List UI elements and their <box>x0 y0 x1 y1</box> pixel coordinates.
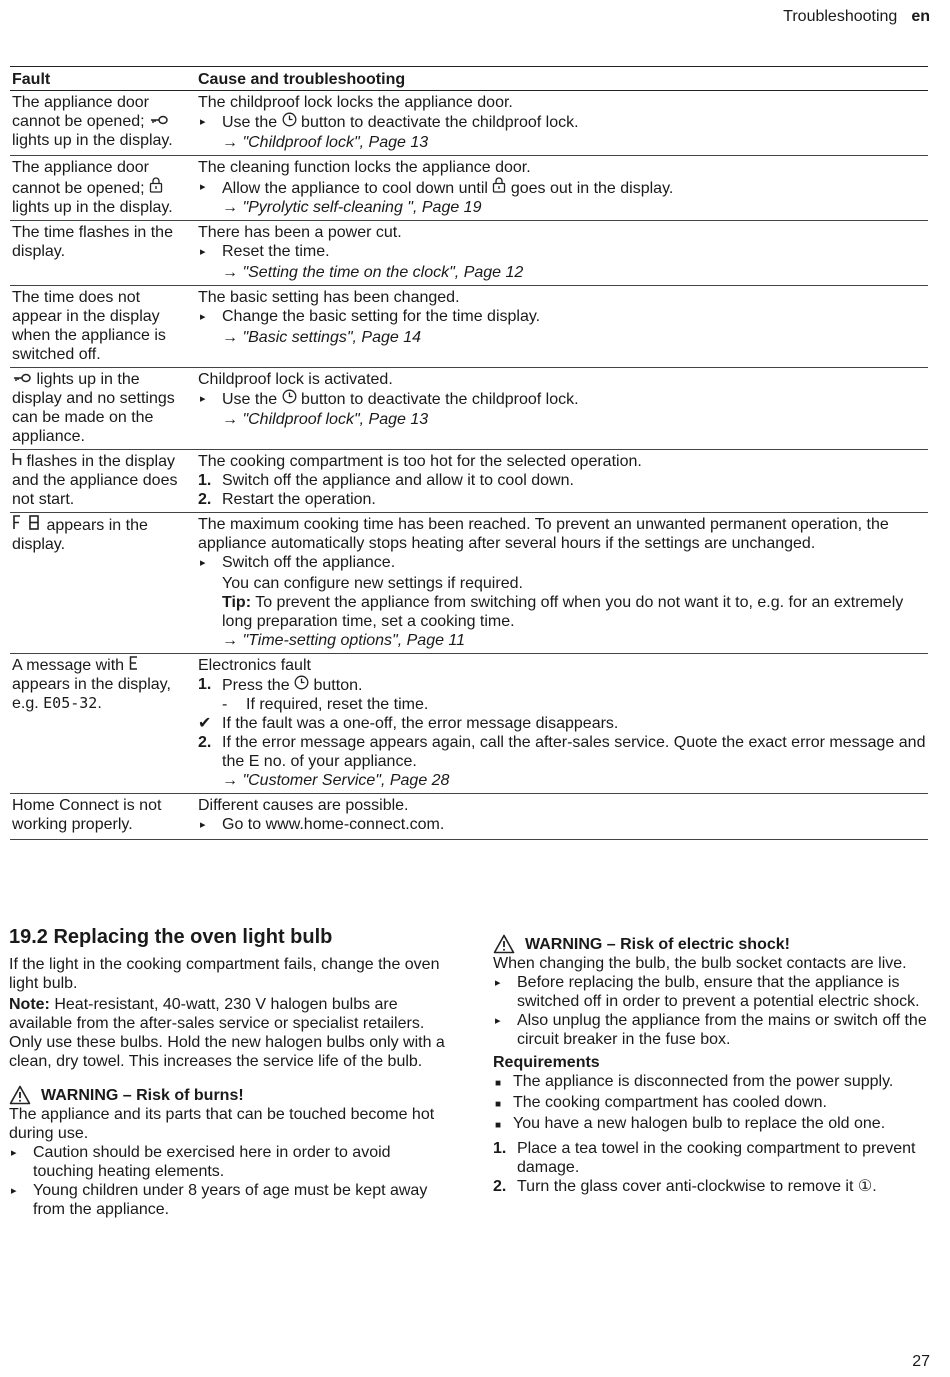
clock-icon <box>294 675 309 690</box>
warning-icon <box>9 1085 31 1105</box>
table-row: The time flashes in the display. There has been a power cut. ▸ Reset the time. → "Setting the time on the clock", Page 12 <box>10 221 928 286</box>
page-reference: → "Childproof lock", Page 13 <box>222 411 429 428</box>
warning-title: WARNING – Risk of electric shock! <box>525 935 790 953</box>
error-code: E05-32 <box>43 694 98 712</box>
header-section: Troubleshooting <box>783 8 898 25</box>
page-number: 27 <box>912 1353 930 1370</box>
page-reference: → "Customer Service", Page 28 <box>222 772 450 789</box>
table-header-row <box>10 67 928 91</box>
page-reference: → "Childproof lock", Page 13 <box>222 134 429 151</box>
hot-h-icon <box>12 452 22 466</box>
table-row: A message with appears in the display, e.g. E05-32. Electronics fault 1. Press the button. - If required, reset the time. ✔ If the fault was a one-off, the error message disappears. 2. If the error message appears again, call the after-sales service. Quote the exact error message and the E no. of your appliance. → "Customer Service", Page 28 <box>10 654 928 794</box>
requirements-heading: Requirements <box>493 1054 600 1071</box>
key-icon <box>149 114 169 126</box>
check-icon: ✔ <box>198 715 212 732</box>
segment-display-icon <box>12 515 42 530</box>
table-row: The appliance door cannot be opened; lights up in the display. The childproof lock locks the appliance door. ▸ Use the button to deactivate the childproof lock. → "Childproof lock", Page 13 <box>10 91 928 156</box>
error-e-icon <box>129 656 138 670</box>
col-fault: Fault <box>10 67 196 91</box>
lock-icon <box>149 177 163 193</box>
fault-table <box>10 66 928 840</box>
page-header <box>783 8 930 26</box>
table-row: flashes in the display and the appliance does not start. The cooking compartment is too hot for the selected operation. 1. Switch off the appliance and allow it to cool down. 2. Restart the operation. <box>10 450 928 513</box>
table-row: Home Connect is not working properly. Different causes are possible. ▸ Go to www.home-connect.com. <box>10 794 928 840</box>
key-icon <box>12 372 32 384</box>
lock-icon <box>492 177 506 193</box>
clock-icon <box>282 112 297 127</box>
table-row: The appliance door cannot be opened; lights up in the display. The cleaning function locks the appliance door. ▸ Allow the appliance to cool down until goes out in the display. → "Pyrolytic self-cleaning ", Page 19 <box>10 156 928 221</box>
table-row: The time does not appear in the display when the appliance is switched off. The basic setting has been changed. ▸ Change the basic setting for the time display. → "Basic settings", Page 14 <box>10 286 928 368</box>
col-cause: Cause and troubleshooting <box>196 67 928 91</box>
clock-icon <box>282 389 297 404</box>
right-column: WARNING – Risk of electric shock! When changing the bulb, the bulb socket contacts are live. ▸ Before replacing the bulb, ensure that the appliance is switched off in order to prevent a potential electric shock. ▸ Also unplug the appliance from the mains or switch off the circuit breaker in the fuse box. Requirements ■ The appliance is disconnected from the power supply. ■ The cooking compartment has cooled down. ■ You have a new halogen bulb to replace the old one. 1. Place a tea towel in the cooking compartment to prevent damage. 2. Turn the glass cover anti-clockwise to remove it ①. <box>493 934 933 1196</box>
page-reference: → "Setting the time on the clock", Page 12 <box>222 264 524 281</box>
left-column: 19.2 Replacing the oven light bulb If the light in the cooking compartment fails, change the oven light bulb. Note: Heat-resistant, 40-watt, 230 V halogen bulbs are available from the after-sales service or specialist retailers. Only use these bulbs. Hold the new halogen bulbs only with a clean, dry towel. This increases the service life of the bulb. WARNING – Risk of burns! The appliance and its parts that can be touched become hot during use. ▸ Caution should be exercised here in order to avoid touching heating elements. ▸ Young children under 8 years of age must be kept away from the appliance. <box>9 928 449 1219</box>
section-title: 19.2 Replacing the oven light bulb <box>9 926 333 948</box>
header-lang: en <box>911 8 930 25</box>
table-row: appears in the display. The maximum cooking time has been reached. To prevent an unwanted permanent operation, the appliance automatically stops heating after several hours if the settings are unchanged. ▸ Switch off the appliance. You can configure new settings if required. Tip: To prevent the appliance from switching off when you do not want it to, e.g. for an extremely long preparation time, set a cooking time. → "Time-setting options", Page 11 <box>10 513 928 654</box>
page-reference: → "Pyrolytic self-cleaning ", Page 19 <box>222 199 482 216</box>
warning-title: WARNING – Risk of burns! <box>41 1086 244 1104</box>
step-marker: ① <box>857 1178 873 1195</box>
page-reference: → "Time-setting options", Page 11 <box>222 632 466 649</box>
page-reference: → "Basic settings", Page 14 <box>222 329 422 346</box>
warning-icon <box>493 934 515 954</box>
table-row: lights up in the display and no settings can be made on the appliance. Childproof lock is activated. ▸ Use the button to deactivate the childproof lock. → "Childproof lock", Page 13 <box>10 368 928 450</box>
